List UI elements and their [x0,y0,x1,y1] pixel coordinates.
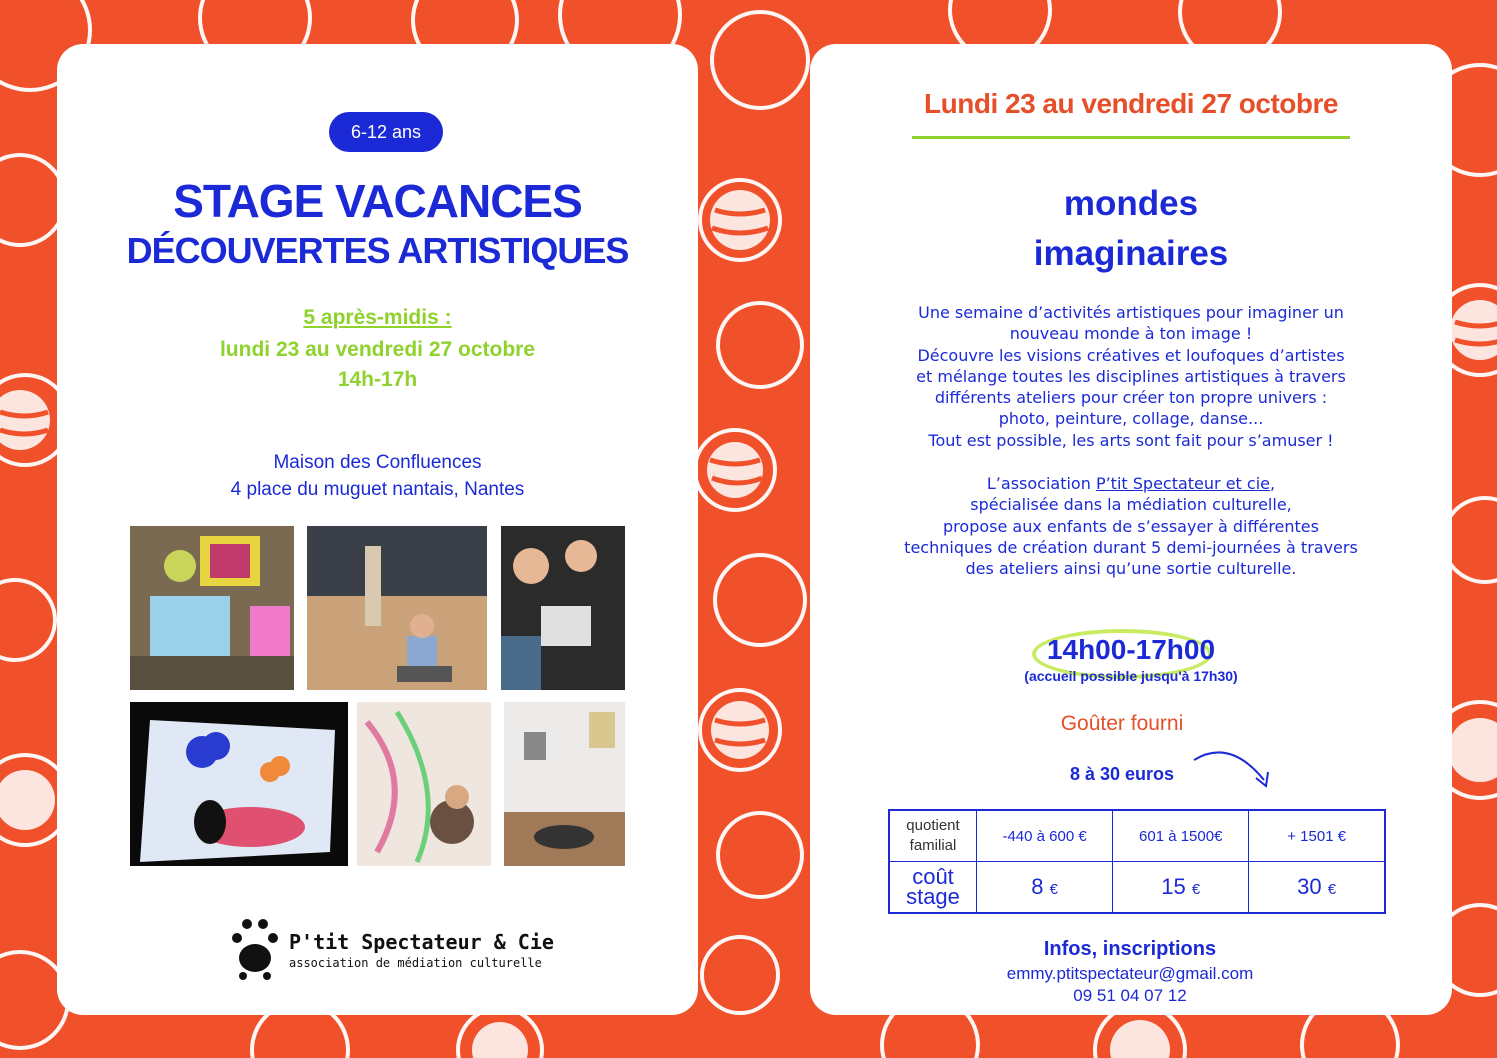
workshop-description: Une semaine d’activités artistiques pour imaginer un nouveau monde à ton image ! Découvre les visions créatives et loufoques d’artistes et mélange toutes les disciplines artistiques à travers différents ateliers pour créer ton propre univers : photo, peinture, collage, danse... Tout est possible, les arts sont fait pour s’amuser ! [916,303,1346,450]
venue-address: 4 place du muguet nantais, Nantes [230,479,525,500]
venue-name: Maison des Confluences [273,452,482,473]
stage-hours: 14h-17h [337,368,418,391]
workshop-details-card [810,44,1452,1015]
hours-note: (accueil possible jusqu'à 17h30) [1024,668,1238,684]
days-count: 5 après-midis : [303,306,452,329]
dates-underline [912,136,1350,139]
workshop-hours: 14h00-17h00 [1046,634,1216,665]
table-row [889,862,1385,914]
stage-dates: lundi 23 au vendredi 27 octobre [219,338,536,361]
main-subtitle: DÉCOUVERTES ARTISTIQUES [126,230,629,271]
paw-print-icon [229,912,281,984]
photo-book-tower [307,526,487,690]
table-row [889,810,1385,862]
photo-exhibition [504,702,625,866]
association-description: L’association P’tit Spectateur et cie, spécialisée dans la médiation culturelle, propose aux enfants de s’essayer à différentes techniques de création durant 5 demi-journées à travers des ateliers ainsi qu’une sortie culturelle. [904,474,1358,579]
workshop-dates: Lundi 23 au vendredi 27 octobre [924,88,1338,119]
price-cell: 15 € [1113,862,1249,914]
workshop-subtitle: imaginaires [1033,234,1229,273]
photo-kids-drawing [501,526,625,690]
age-badge: 6-12 ans [329,112,443,152]
photo-collage-activity [130,526,294,690]
association-link[interactable]: P’tit Spectateur et cie [1095,474,1270,493]
table-header-label: quotient familial [889,810,977,862]
curved-arrow-icon [1190,744,1280,790]
snack-info: Goûter fourni [1060,712,1184,735]
contact-phone[interactable]: 09 51 04 07 12 [1073,986,1187,1005]
bracket-cell: -440 à 600 € [977,810,1113,862]
photo-shadow-theatre [130,702,348,866]
logo-tagline: association de médiation culturelle [289,956,542,970]
stage-info-card [57,44,698,1015]
pricing-table [888,809,1386,914]
logo-name: P'tit Spectateur & Cie [289,930,554,954]
ptit-spectateur-logo [229,912,554,984]
main-title: STAGE VACANCES [173,175,582,227]
price-cell: 30 € [1249,862,1385,914]
table-price-label: coût stage [889,862,977,914]
contact-title: Infos, inscriptions [1043,938,1217,960]
photo-paint-splatter [357,702,491,866]
price-range: 8 à 30 euros [1069,764,1175,784]
price-cell: 8 € [977,862,1113,914]
bracket-cell: 601 à 1500€ [1113,810,1249,862]
workshop-title: mondes [1063,184,1199,223]
contact-email[interactable]: emmy.ptitspectateur@gmail.com [1006,964,1254,983]
bracket-cell: + 1501 € [1249,810,1385,862]
